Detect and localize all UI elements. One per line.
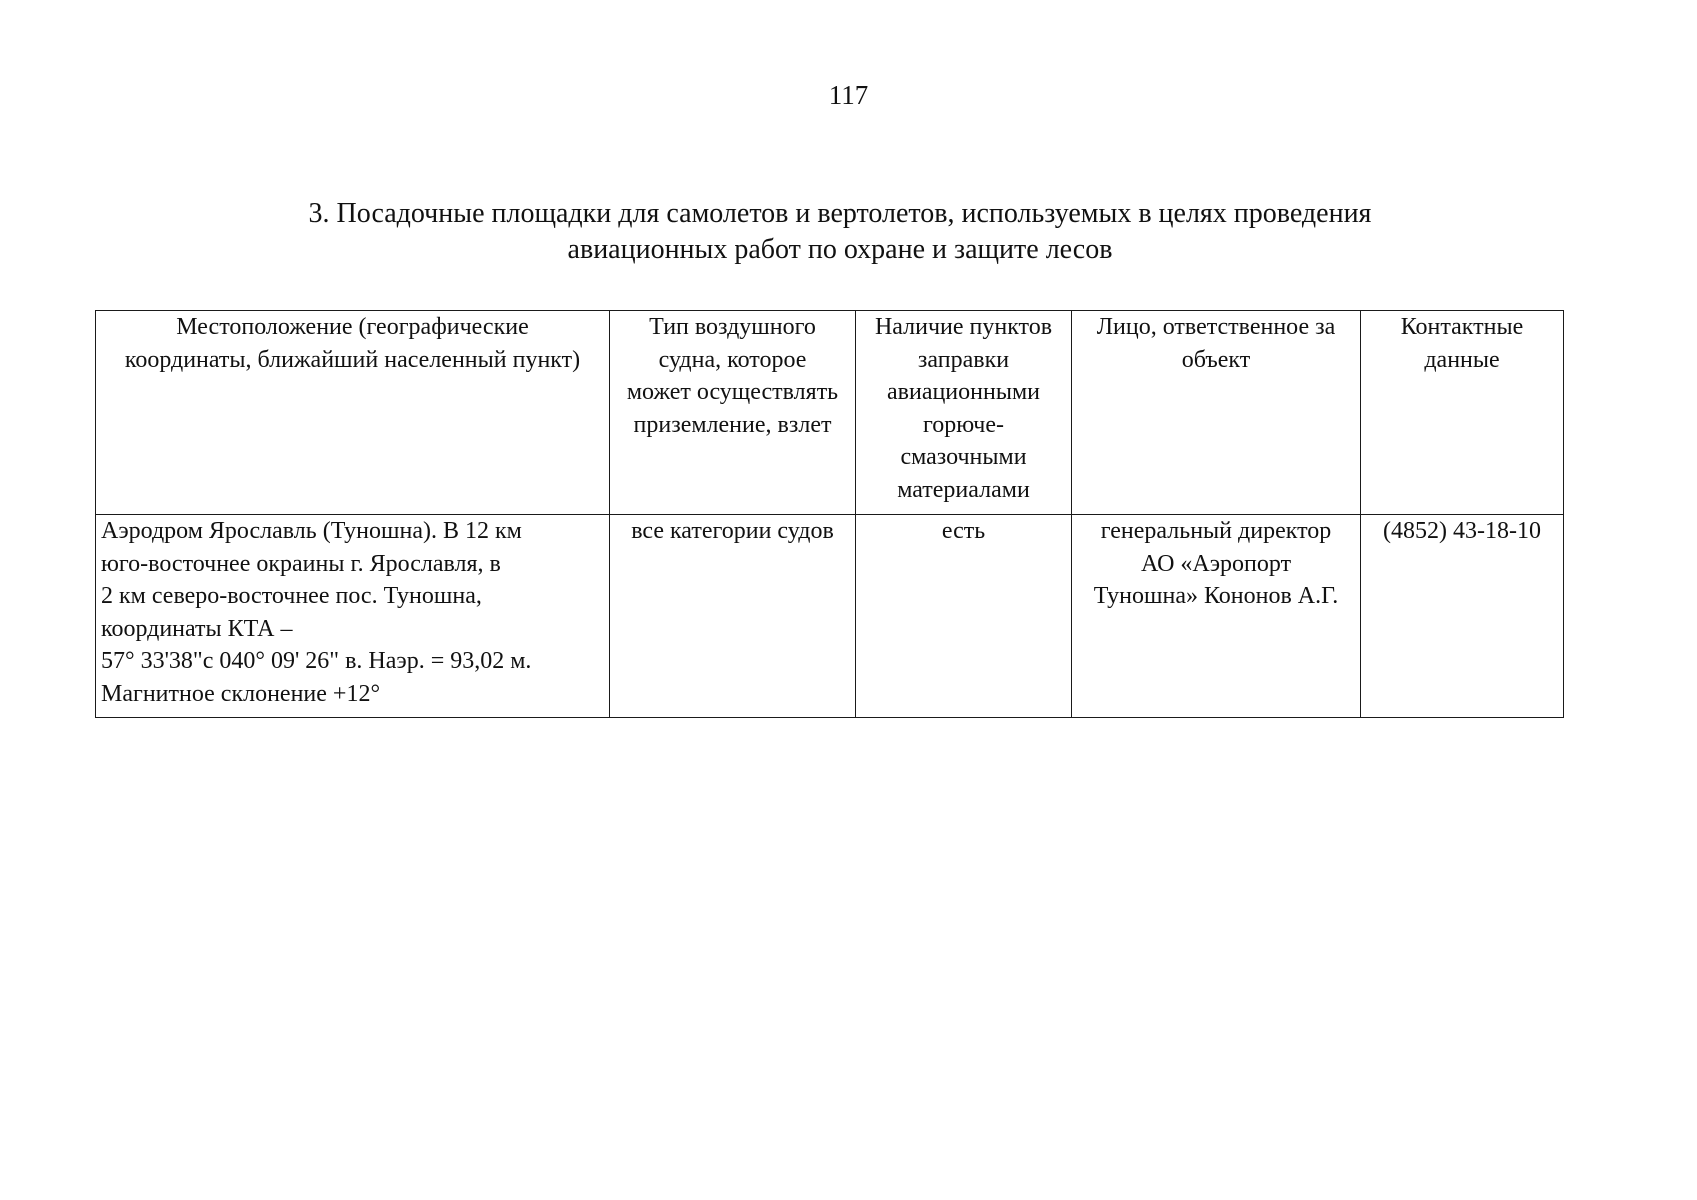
page-number: 117 xyxy=(828,80,869,110)
section-title-line-2: авиационных работ по охране и защите лесов xyxy=(567,234,1113,265)
header-responsible-person: Лицо, ответственное за объект xyxy=(1072,311,1361,515)
header-aircraft-type: Тип воздушного судна, которое может осуществлять приземление, взлет xyxy=(610,311,856,515)
cell-contacts: (4852) 43-18-10 xyxy=(1361,515,1564,718)
cell-aircraft-type: все категории судов xyxy=(610,515,856,718)
cell-fuel-points: есть xyxy=(856,515,1072,718)
section-title-line-1: 3. Посадочные площадки для самолетов и вертолетов, используемых в целях проведения xyxy=(308,198,1372,229)
header-fuel-points: Наличие пунктов заправки авиационными горюче- смазочными материалами xyxy=(856,311,1072,515)
cell-location: Аэродром Ярославль (Туношна). В 12 км юго-восточнее окраины г. Ярославля, в 2 км северо-восточнее пос. Туношна, координаты КТА – 57° 33'38"с 040° 09' 26" в. Наэр. = 93,02 м. Магнитное склонение +12° xyxy=(96,515,610,718)
header-contacts: Контактные данные xyxy=(1361,311,1564,515)
landing-sites-table xyxy=(95,310,1564,718)
header-location: Местоположение (географические координаты, ближайший населенный пункт) xyxy=(96,311,610,515)
table-row xyxy=(96,515,1564,718)
section-title xyxy=(140,196,1540,268)
cell-responsible-person: генеральный директор АО «Аэропорт Туношна» Кононов А.Г. xyxy=(1072,515,1361,718)
table-header-row xyxy=(96,311,1564,515)
